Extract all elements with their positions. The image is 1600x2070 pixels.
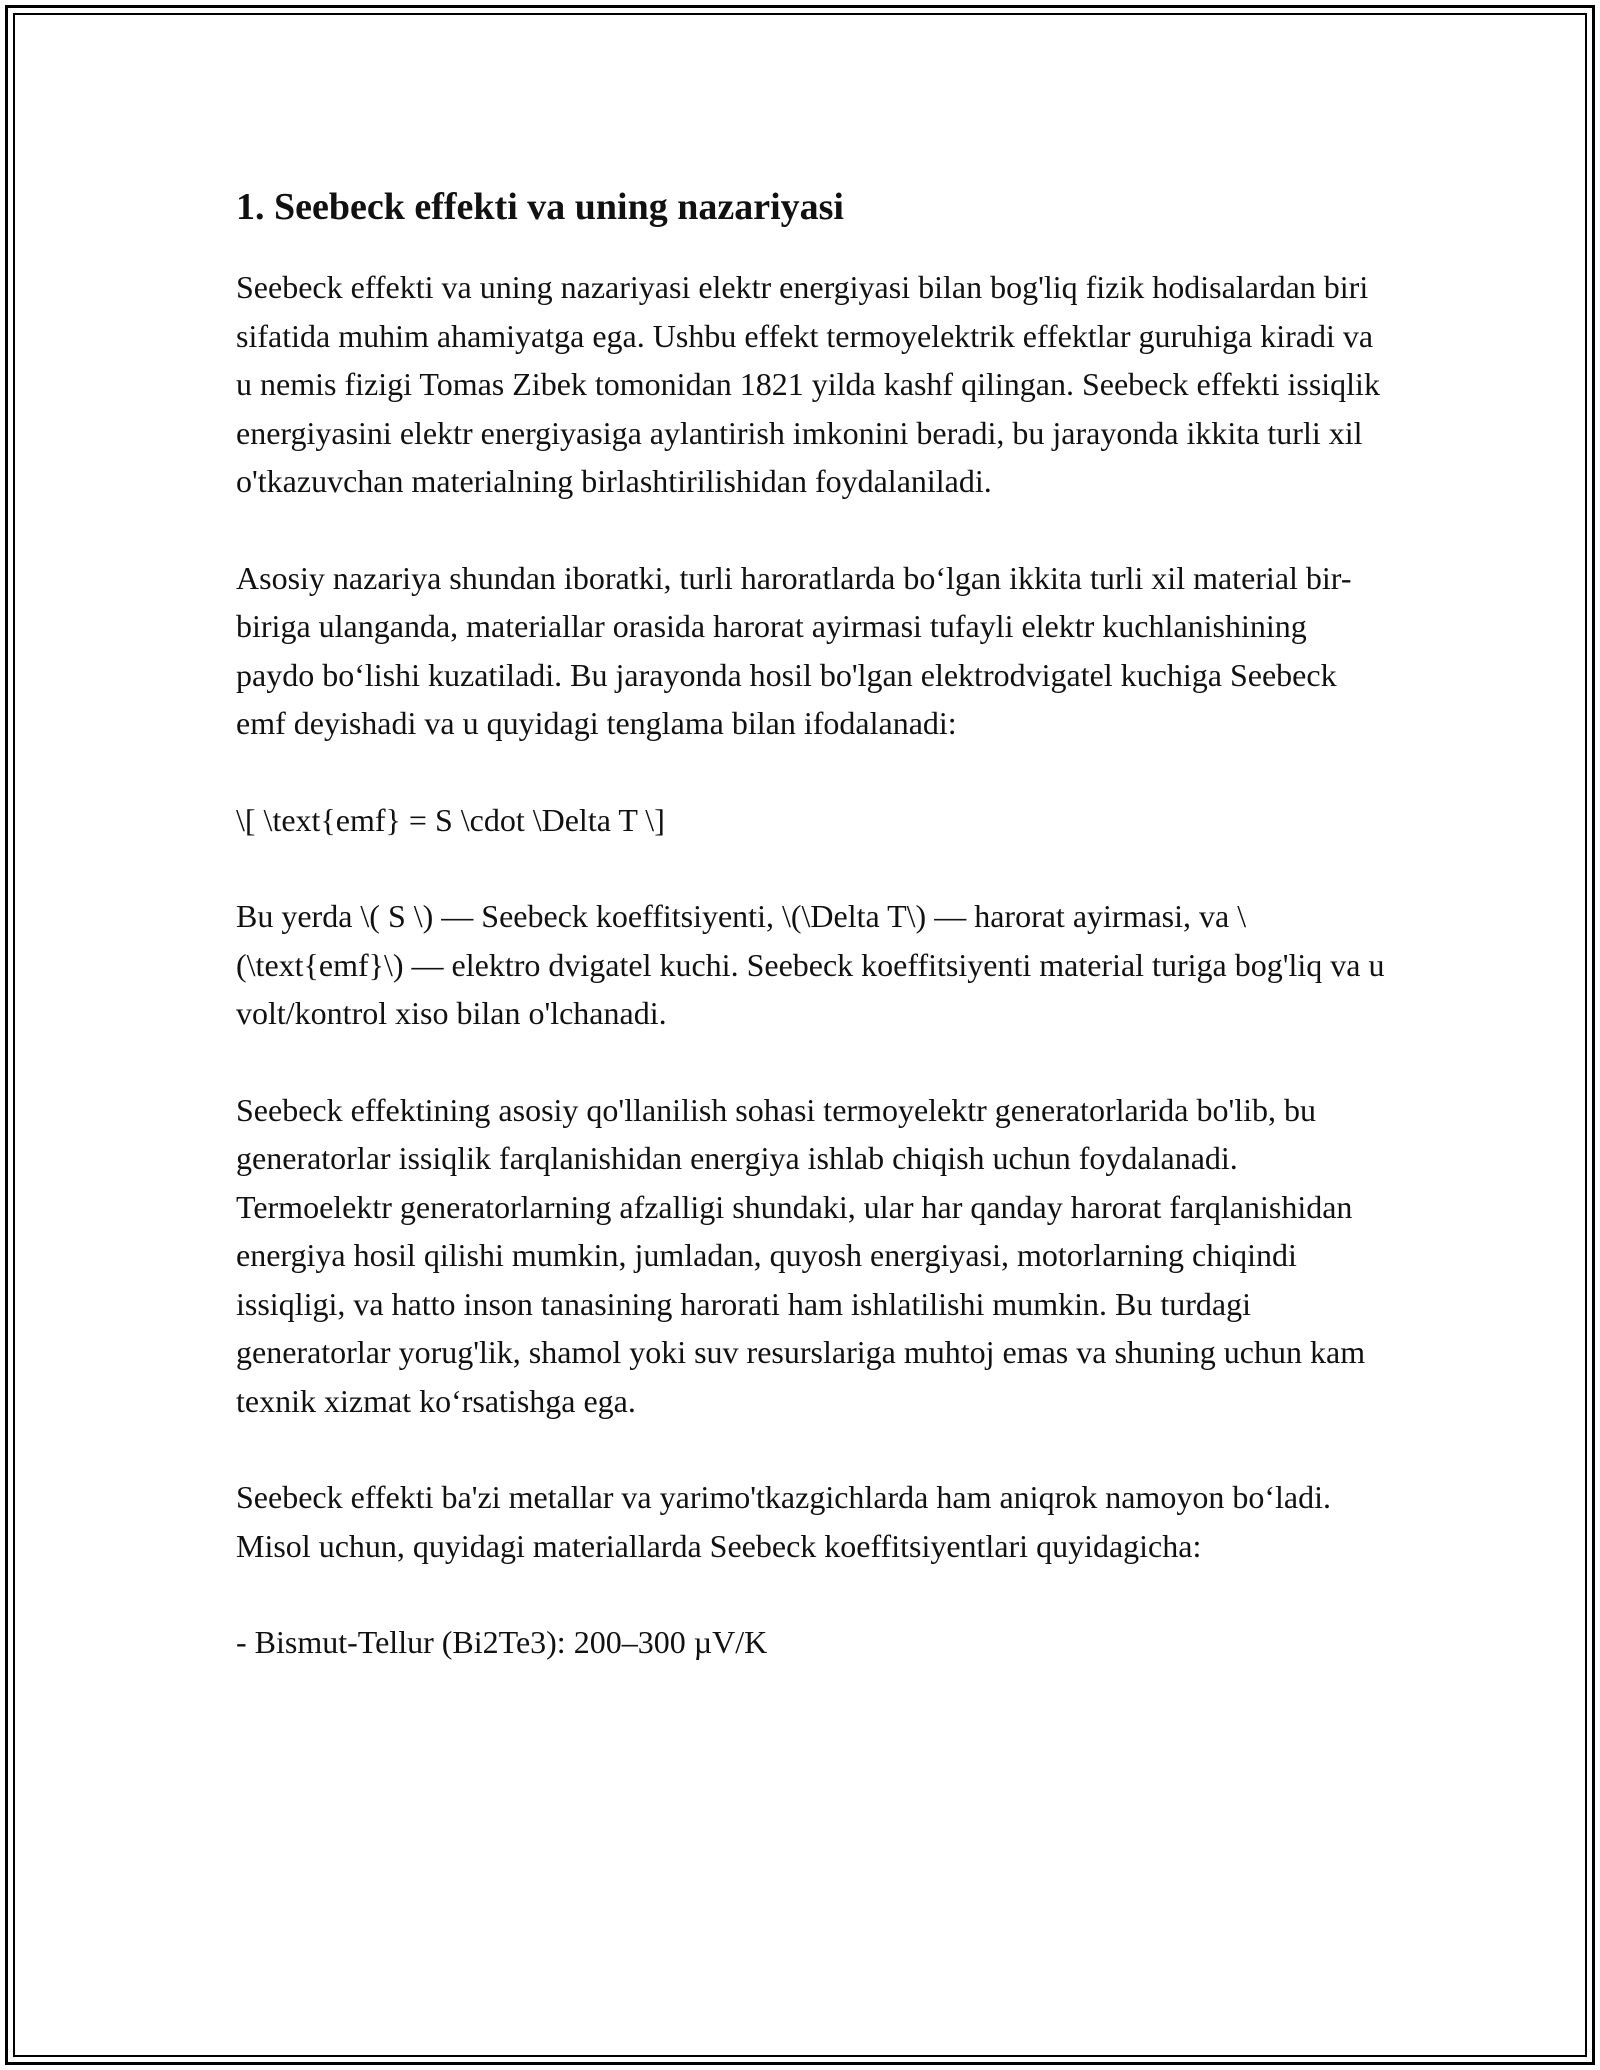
paragraph-definitions: Bu yerda \( S \) — Seebeck koeffitsiyenti, \(\Delta T\) — harorat ayirmasi, va \(\text{emf}\) — elektro dvigatel kuchi. Seebeck koeffitsiyenti material turiga bog'liq va u volt/kontrol xiso bilan o'lchanadi. <box>236 898 1385 1031</box>
document-body <box>236 184 1386 1715</box>
paragraph-applications: Seebeck effektining asosiy qo'llanilish sohasi termoyelektr generatorlarida bo'lib, bu generatorlar issiqlik farqlanishidan energiya ishlab chiqish uchun foydalanadi. Termoelektr generatorlarning afzalligi shundaki, ular har qanday harorat farqlanishidan energiya hosil qilishi mumkin, jumladan, quyosh energiyasi, motorlarning chiqindi issiqligi, va hatto inson tanasining harorati ham ishlatilishi mumkin. Bu turdagi generatorlar yorug'lik, shamol yoki suv resurslariga muhtoj emas va shuning uchun kam texnik xizmat ko‘rsatishga ega. <box>236 1091 1366 1419</box>
section-heading: 1. Seebeck effekti va uning nazariyasi <box>236 186 844 228</box>
equation-emf: \[ \text{emf} = S \cdot \Delta T \] <box>236 801 665 838</box>
paragraph-materials: Seebeck effekti ba'zi metallar va yarimo'tkazgichlarda ham aniqrok namoyon bo‘ladi. Misol uchun, quyidagi materiallarda Seebeck koeffitsiyentlari quyidagicha: <box>236 1479 1331 1564</box>
paragraph-intro: Seebeck effekti va uning nazariyasi elektr energiyasi bilan bog'liq fizik hodisalardan biri sifatida muhim ahamiyatga ega. Ushbu effekt termoyelektrik effektlar guruhiga kiradi va u nemis fizigi Tomas Zibek tomonidan 1821 yilda kashf qilingan. Seebeck effekti issiqlik energiyasini elektr energiyasiga aylantirish imkonini beradi, bu jarayonda ikkita turli xil o'tkazuvchan materialning birlashtirilishidan foydalaniladi. <box>236 269 1380 499</box>
paragraph-theory: Asosiy nazariya shundan iboratki, turli haroratlarda bo‘lgan ikkita turli xil material bir-biriga ulanganda, materiallar orasida harorat ayirmasi tufayli elektr kuchlanishining paydo bo‘lishi kuzatiladi. Bu jarayonda hosil bo'lgan elektrodvigatel kuchiga Seebeck emf deyishadi va u quyidagi tenglama bilan ifodalanadi: <box>236 559 1352 741</box>
list-item-bismuth-telluride: - Bismut-Tellur (Bi2Te3): 200–300 µV/K <box>236 1624 768 1660</box>
